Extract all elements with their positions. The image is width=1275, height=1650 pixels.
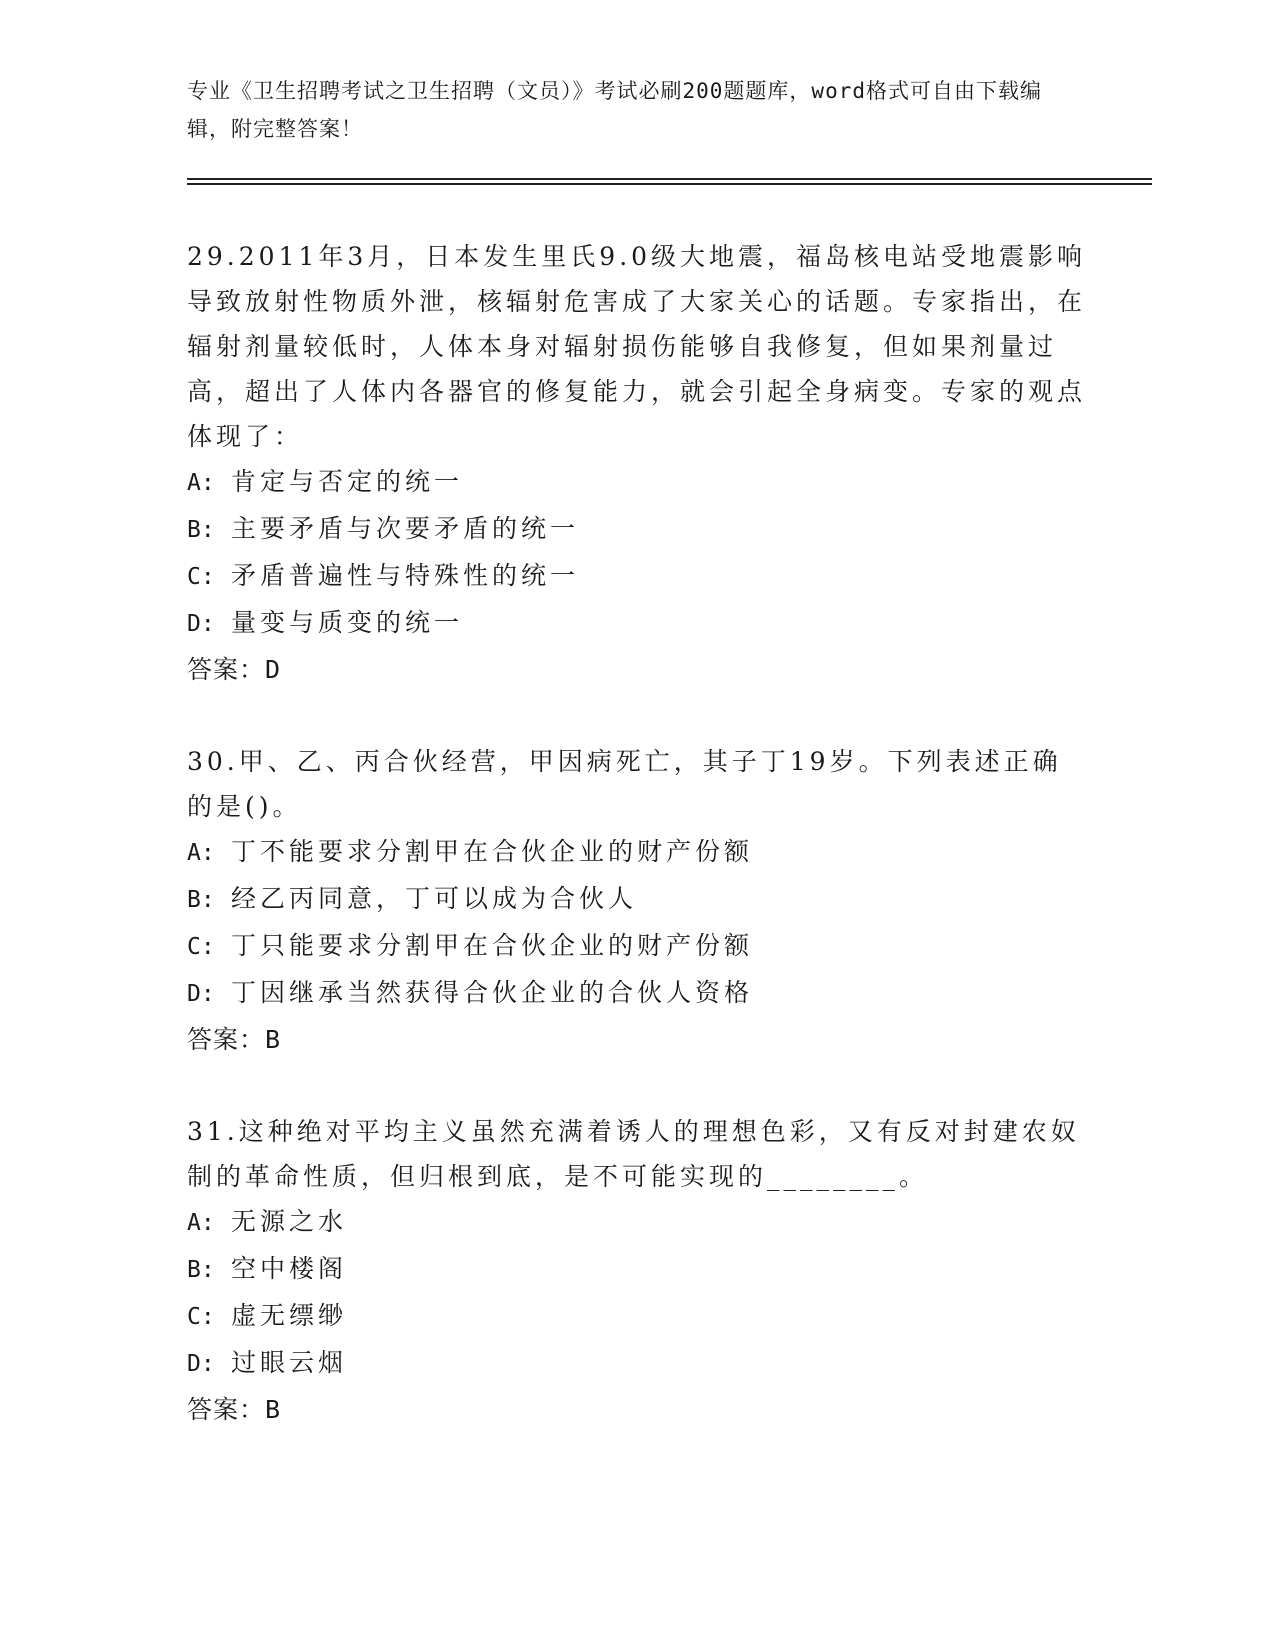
header-divider-top [187,178,1152,180]
question-31 [187,1109,1087,1433]
option-text: 虚无缥缈 [231,1301,348,1330]
option-letter: B: [187,1257,215,1283]
option-b [187,1246,1087,1293]
answer-label: 答案： [187,655,266,684]
option-letter: A: [187,840,215,866]
answer-value: B [265,1025,282,1054]
option-c [187,923,1087,970]
option-text: 经乙丙同意，丁可以成为合伙人 [231,884,638,913]
answer-line [187,1387,1087,1433]
answer-line [187,1017,1087,1063]
option-text: 丁只能要求分割甲在合伙企业的财产份额 [231,931,754,960]
option-letter: D: [187,1351,215,1377]
option-letter: A: [187,470,215,496]
option-d [187,1340,1087,1387]
header-divider-bottom [187,183,1152,185]
question-stem: 31.这种绝对平均主义虽然充满着诱人的理想色彩，又有反对封建农奴制的革命性质，但归根到底，是不可能实现的________。 [187,1117,1080,1191]
document-header [187,72,1067,148]
answer-value: D [265,655,282,684]
option-letter: C: [187,934,215,960]
option-text: 丁因继承当然获得合伙企业的合伙人资格 [231,978,754,1007]
option-c [187,553,1087,600]
answer-label: 答案： [187,1025,266,1054]
option-b [187,876,1087,923]
answer-line [187,647,1087,693]
option-letter: B: [187,887,215,913]
question-29 [187,234,1087,693]
option-text: 丁不能要求分割甲在合伙企业的财产份额 [231,837,754,866]
option-a [187,1199,1087,1246]
option-text: 过眼云烟 [231,1348,348,1377]
answer-label: 答案： [187,1395,266,1424]
option-text: 主要矛盾与次要矛盾的统一 [231,514,580,543]
option-a [187,829,1087,876]
option-c [187,1293,1087,1340]
option-text: 肯定与否定的统一 [231,467,464,496]
option-d [187,600,1087,647]
option-text: 量变与质变的统一 [231,608,464,637]
option-text: 空中楼阁 [231,1254,348,1283]
option-a [187,459,1087,506]
option-letter: C: [187,1304,215,1330]
option-letter: D: [187,981,215,1007]
option-d [187,970,1087,1017]
option-letter: A: [187,1210,215,1236]
header-text: 专业《卫生招聘考试之卫生招聘（文员）》考试必刷200题题库，word格式可自由下载编辑，附完整答案！ [187,79,1042,141]
option-letter: C: [187,564,215,590]
answer-value: B [265,1395,282,1424]
question-30 [187,739,1087,1063]
option-b [187,506,1087,553]
option-text: 无源之水 [231,1207,348,1236]
option-letter: D: [187,611,215,637]
question-stem: 30.甲、乙、丙合伙经营，甲因病死亡，其子丁19岁。下列表述正确的是()。 [187,747,1062,821]
question-stem: 29.2011年3月，日本发生里氏9.0级大地震，福岛核电站受地震影响导致放射性物质外泄，核辐射危害成了大家关心的话题。专家指出，在辐射剂量较低时，人体本身对辐射损伤能够自我修复，但如果剂量过高，超出了人体内各器官的修复能力，就会引起全身病变。专家的观点体现了： [187,242,1087,451]
option-text: 矛盾普遍性与特殊性的统一 [231,561,580,590]
question-list [187,234,1087,1479]
option-letter: B: [187,517,215,543]
